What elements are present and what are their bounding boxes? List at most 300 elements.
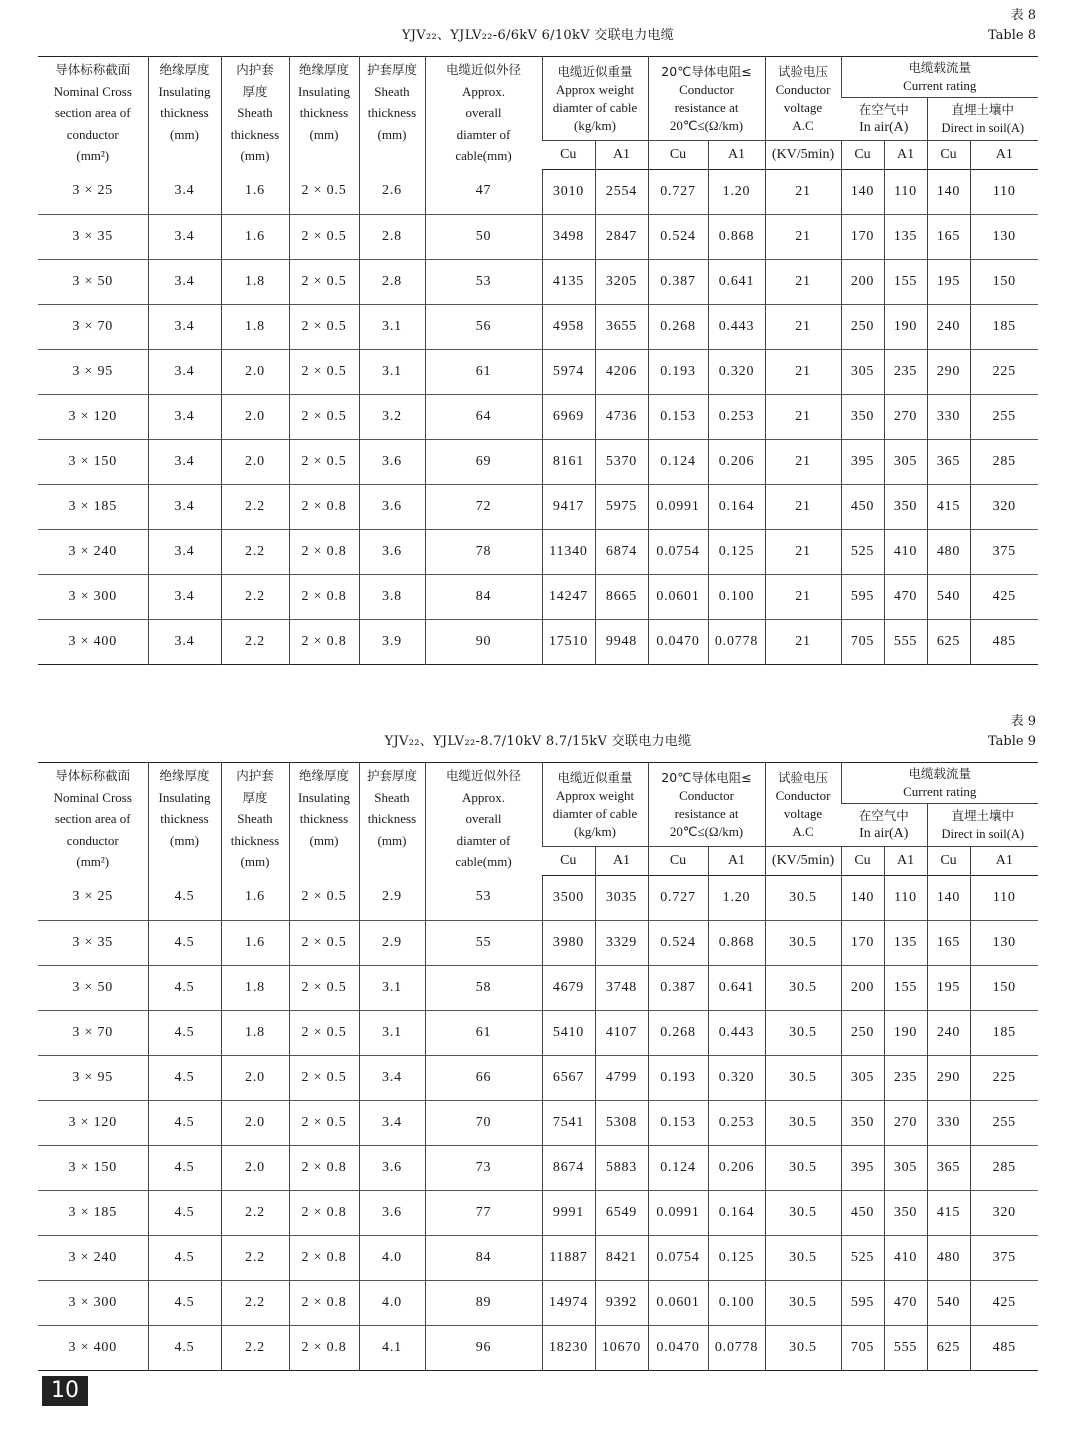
cell-air-cu: 140 <box>841 169 884 214</box>
cell-air-cu: 450 <box>841 1190 884 1235</box>
cell-resistance-al: 0.253 <box>708 1100 765 1145</box>
header-text: diamter of <box>456 832 511 848</box>
cell-weight-cu: 5974 <box>542 349 595 394</box>
cell-diameter: 84 <box>425 1235 542 1280</box>
cell-weight-cu: 6567 <box>542 1055 595 1100</box>
cell-cross-section: 3 × 35 <box>38 214 148 259</box>
cell-soil-al: 485 <box>970 1325 1038 1370</box>
cell-inner-sheath: 1.6 <box>221 169 289 214</box>
table-row <box>38 1280 1038 1325</box>
cell-inner-sheath: 1.6 <box>221 214 289 259</box>
header-text: In air(A) <box>859 826 909 841</box>
header-text: 护套厚度 <box>366 768 417 783</box>
table-row <box>38 169 1038 214</box>
cell-air-cu: 170 <box>841 214 884 259</box>
cell-sheath: 2.6 <box>359 169 425 214</box>
cell-sheath: 3.6 <box>359 1190 425 1235</box>
t8-header <box>38 57 1038 170</box>
cell-test-voltage: 30.5 <box>765 1280 841 1325</box>
header-text: voltage <box>783 805 823 821</box>
cell-air-al: 470 <box>884 1280 927 1325</box>
cell-soil-al: 150 <box>970 259 1038 304</box>
cell-diameter: 53 <box>425 875 542 920</box>
header-text: Sheath <box>237 811 273 826</box>
col-header-insulating <box>148 763 221 876</box>
cell-soil-cu: 195 <box>927 965 970 1010</box>
cell-soil-al: 375 <box>970 1235 1038 1280</box>
header-text: 试验电压 <box>778 769 829 785</box>
cell-insulating-2: 2 × 0.5 <box>289 214 359 259</box>
cell-weight-al: 9948 <box>595 619 648 664</box>
cell-test-voltage: 21 <box>765 529 841 574</box>
cell-soil-cu: 330 <box>927 394 970 439</box>
cell-insulating: 4.5 <box>148 1010 221 1055</box>
col-header-in-air <box>841 804 927 847</box>
header-text: (kg/km) <box>574 823 616 839</box>
header-text: Current rating <box>903 784 977 799</box>
table-8-caption <box>38 4 1038 56</box>
cell-resistance-cu: 0.0601 <box>648 1280 708 1325</box>
cell-test-voltage: 30.5 <box>765 875 841 920</box>
cell-air-cu: 305 <box>841 349 884 394</box>
cell-insulating-2: 2 × 0.5 <box>289 169 359 214</box>
cell-inner-sheath: 2.2 <box>221 1280 289 1325</box>
cell-air-al: 555 <box>884 619 927 664</box>
cell-diameter: 96 <box>425 1325 542 1370</box>
table-9-caption <box>38 710 1038 762</box>
header-text: 直埋土壤中 <box>951 102 1015 117</box>
header-text: Nominal Cross <box>53 789 132 805</box>
cell-air-al: 155 <box>884 259 927 304</box>
cell-sheath: 3.4 <box>359 1055 425 1100</box>
cell-weight-al: 2847 <box>595 214 648 259</box>
cell-diameter: 55 <box>425 920 542 965</box>
cell-soil-cu: 195 <box>927 259 970 304</box>
cell-diameter: 90 <box>425 619 542 664</box>
header-text: 在空气中 <box>858 102 909 117</box>
cell-air-cu: 250 <box>841 1010 884 1055</box>
cell-air-cu: 705 <box>841 619 884 664</box>
cell-air-cu: 170 <box>841 920 884 965</box>
header-text: thickness <box>160 811 209 826</box>
cell-insulating: 3.4 <box>148 619 221 664</box>
cell-weight-cu: 3500 <box>542 875 595 920</box>
cell-resistance-cu: 0.0470 <box>648 1325 708 1370</box>
col-header-in-soil <box>927 98 1038 141</box>
header-text: (mm) <box>309 126 339 142</box>
col-header-air-cu: Cu <box>841 847 884 876</box>
table-row <box>38 1100 1038 1145</box>
header-text: 20℃≤(Ω/km) <box>669 117 744 133</box>
cell-air-cu: 525 <box>841 1235 884 1280</box>
cell-insulating: 4.5 <box>148 1325 221 1370</box>
cell-cross-section: 3 × 240 <box>38 1235 148 1280</box>
cell-resistance-cu: 0.0754 <box>648 1235 708 1280</box>
cell-resistance-al: 0.868 <box>708 920 765 965</box>
col-header-air-al: A1 <box>884 847 927 876</box>
cell-weight-al: 3329 <box>595 920 648 965</box>
cell-weight-cu: 3980 <box>542 920 595 965</box>
cell-sheath: 2.9 <box>359 920 425 965</box>
cell-insulating-2: 2 × 0.8 <box>289 484 359 529</box>
header-text: 绝缘厚度 <box>159 62 210 77</box>
cell-cross-section: 3 × 95 <box>38 349 148 394</box>
header-text: 导体标称截面 <box>55 768 131 783</box>
col-header-in-soil <box>927 804 1038 847</box>
cell-inner-sheath: 2.2 <box>221 574 289 619</box>
cell-test-voltage: 30.5 <box>765 1145 841 1190</box>
cell-air-al: 110 <box>884 169 927 214</box>
header-text: 绝缘厚度 <box>159 768 210 783</box>
cell-soil-al: 130 <box>970 920 1038 965</box>
cell-cross-section: 3 × 120 <box>38 394 148 439</box>
cell-air-cu: 525 <box>841 529 884 574</box>
col-header-insulating-2 <box>289 763 359 876</box>
cell-inner-sheath: 2.0 <box>221 1100 289 1145</box>
cell-resistance-cu: 0.0991 <box>648 1190 708 1235</box>
cell-soil-al: 485 <box>970 619 1038 664</box>
header-text: (mm) <box>377 126 407 142</box>
cell-insulating: 4.5 <box>148 965 221 1010</box>
col-header-cross-section <box>38 57 148 170</box>
cell-inner-sheath: 2.0 <box>221 349 289 394</box>
page-number: 10 <box>42 1376 88 1406</box>
table-9-body <box>38 875 1038 1370</box>
cell-air-al: 270 <box>884 1100 927 1145</box>
cell-insulating: 4.5 <box>148 1280 221 1325</box>
table-8-id-cn: 表 8 <box>1010 8 1036 23</box>
cell-weight-al: 4799 <box>595 1055 648 1100</box>
cell-insulating-2: 2 × 0.5 <box>289 1010 359 1055</box>
cell-resistance-cu: 0.727 <box>648 875 708 920</box>
cell-soil-cu: 140 <box>927 875 970 920</box>
cell-insulating-2: 2 × 0.8 <box>289 1280 359 1325</box>
col-header-weight-cu: Cu <box>542 141 595 170</box>
col-header-resistance-al: A1 <box>708 847 765 876</box>
cell-diameter: 61 <box>425 349 542 394</box>
cell-resistance-al: 1.20 <box>708 875 765 920</box>
cell-sheath: 2.8 <box>359 214 425 259</box>
cell-air-cu: 395 <box>841 1145 884 1190</box>
cell-insulating: 3.4 <box>148 304 221 349</box>
cell-weight-cu: 3010 <box>542 169 595 214</box>
header-text: 在空气中 <box>858 808 909 823</box>
cell-insulating-2: 2 × 0.5 <box>289 439 359 484</box>
header-text: 厚度 <box>242 789 268 805</box>
cell-resistance-al: 0.253 <box>708 394 765 439</box>
cell-diameter: 72 <box>425 484 542 529</box>
col-header-soil-al: A1 <box>970 847 1038 876</box>
header-text: (mm) <box>170 126 199 142</box>
cell-resistance-al: 0.641 <box>708 965 765 1010</box>
cell-cross-section: 3 × 400 <box>38 619 148 664</box>
cell-inner-sheath: 1.8 <box>221 965 289 1010</box>
table-9-id-en: Table 9 <box>988 734 1036 749</box>
header-text: In air(A) <box>859 120 909 135</box>
cell-air-al: 350 <box>884 1190 927 1235</box>
cell-cross-section: 3 × 185 <box>38 1190 148 1235</box>
cell-weight-al: 5308 <box>595 1100 648 1145</box>
cell-resistance-cu: 0.268 <box>648 1010 708 1055</box>
header-text: Conductor <box>679 81 734 97</box>
cell-insulating: 4.5 <box>148 1190 221 1235</box>
cell-weight-al: 3035 <box>595 875 648 920</box>
cell-air-al: 410 <box>884 529 927 574</box>
cell-insulating: 3.4 <box>148 214 221 259</box>
table-row <box>38 1235 1038 1280</box>
cell-weight-al: 6874 <box>595 529 648 574</box>
cell-cross-section: 3 × 25 <box>72 183 114 199</box>
cell-sheath: 3.6 <box>359 484 425 529</box>
header-text: 导体标称截面 <box>55 62 131 77</box>
cell-cross-section: 3 × 400 <box>38 1325 148 1370</box>
cell-test-voltage: 21 <box>765 439 841 484</box>
col-header-current-rating <box>841 763 1038 804</box>
cell-insulating-2: 2 × 0.5 <box>289 875 359 920</box>
header-text: Direct in soil(A) <box>941 827 1025 841</box>
cell-inner-sheath: 1.8 <box>221 259 289 304</box>
cell-insulating: 3.4 <box>148 439 221 484</box>
cell-resistance-cu: 0.387 <box>648 965 708 1010</box>
cell-insulating: 4.5 <box>148 1055 221 1100</box>
cell-insulating-2: 2 × 0.8 <box>289 1325 359 1370</box>
cell-cross-section: 3 × 240 <box>38 529 148 574</box>
header-text: thickness <box>299 811 349 826</box>
header-text: Approx. <box>462 789 505 805</box>
header-text: Approx weight <box>555 81 635 97</box>
header-text: Insulating <box>158 789 211 805</box>
cell-insulating: 3.4 <box>148 529 221 574</box>
cell-insulating: 4.5 <box>148 1235 221 1280</box>
cell-soil-al: 185 <box>970 304 1038 349</box>
cell-diameter: 77 <box>425 1190 542 1235</box>
cell-inner-sheath: 2.0 <box>221 1145 289 1190</box>
table-row <box>38 875 1038 920</box>
cell-cross-section: 3 × 25 <box>72 889 114 905</box>
cell-inner-sheath: 2.2 <box>221 619 289 664</box>
cell-weight-cu: 8161 <box>542 439 595 484</box>
cell-weight-al: 6549 <box>595 1190 648 1235</box>
cell-resistance-cu: 0.524 <box>648 920 708 965</box>
cell-inner-sheath: 2.2 <box>221 484 289 529</box>
cell-resistance-al: 0.164 <box>708 1190 765 1235</box>
col-header-current-rating <box>841 57 1038 98</box>
cell-weight-cu: 11340 <box>542 529 595 574</box>
table-row <box>38 1055 1038 1100</box>
cell-weight-cu: 14247 <box>542 574 595 619</box>
header-text: cable(mm) <box>455 148 512 163</box>
cell-insulating-2: 2 × 0.5 <box>289 920 359 965</box>
cell-resistance-al: 0.868 <box>708 214 765 259</box>
table-8-id-en: Table 8 <box>988 28 1036 43</box>
col-header-voltage <box>765 763 841 847</box>
cell-diameter: 73 <box>425 1145 542 1190</box>
table-9-title: YJV₂₂、YJLV₂₂-8.7/10kV 8.7/15kV 交联电力电缆 <box>384 734 692 749</box>
cell-test-voltage: 30.5 <box>765 920 841 965</box>
header-text: 电缆近似重量 <box>557 63 633 79</box>
cell-sheath: 3.1 <box>359 349 425 394</box>
cell-inner-sheath: 1.8 <box>221 1010 289 1055</box>
cell-test-voltage: 30.5 <box>765 1100 841 1145</box>
cell-insulating: 4.5 <box>148 1145 221 1190</box>
col-header-resistance <box>648 57 765 141</box>
cell-resistance-al: 0.125 <box>708 1235 765 1280</box>
cell-insulating: 4.5 <box>148 875 221 920</box>
cell-sheath: 3.6 <box>359 439 425 484</box>
cell-soil-al: 285 <box>970 1145 1038 1190</box>
header-text: voltage <box>783 99 823 115</box>
header-text: 内护套 <box>236 62 274 77</box>
col-header-weight <box>542 57 648 141</box>
table-9-id-cn: 表 9 <box>1010 714 1036 729</box>
cell-sheath: 4.1 <box>359 1325 425 1370</box>
cell-resistance-al: 0.100 <box>708 1280 765 1325</box>
cell-air-al: 270 <box>884 394 927 439</box>
cell-resistance-al: 0.320 <box>708 1055 765 1100</box>
header-text: (mm) <box>170 832 199 848</box>
header-text: 直埋土壤中 <box>951 808 1015 823</box>
cell-insulating-2: 2 × 0.5 <box>289 1100 359 1145</box>
cell-cross-section: 3 × 120 <box>38 1100 148 1145</box>
cell-insulating-2: 2 × 0.5 <box>289 1055 359 1100</box>
col-header-soil-cu: Cu <box>927 141 970 170</box>
cell-cross-section: 3 × 70 <box>38 304 148 349</box>
col-header-insulating-2 <box>289 57 359 170</box>
header-text: (mm) <box>309 832 339 848</box>
cell-diameter: 89 <box>425 1280 542 1325</box>
cell-diameter: 69 <box>425 439 542 484</box>
cell-soil-cu: 165 <box>927 920 970 965</box>
table-row <box>38 1325 1038 1370</box>
table-row <box>38 920 1038 965</box>
cell-cross-section: 3 × 70 <box>38 1010 148 1055</box>
cell-air-cu: 350 <box>841 394 884 439</box>
cell-weight-al: 3205 <box>595 259 648 304</box>
cell-resistance-al: 0.443 <box>708 1010 765 1055</box>
cell-cross-section: 3 × 150 <box>38 439 148 484</box>
cell-test-voltage: 21 <box>765 169 841 214</box>
cell-weight-cu: 4958 <box>542 304 595 349</box>
cell-weight-al: 5883 <box>595 1145 648 1190</box>
table-8 <box>38 56 1038 665</box>
header-text: 护套厚度 <box>366 62 417 77</box>
header-text: section area of <box>54 811 131 826</box>
table-row <box>38 484 1038 529</box>
cell-sheath: 3.6 <box>359 529 425 574</box>
cell-resistance-al: 0.0778 <box>708 619 765 664</box>
cell-sheath: 2.8 <box>359 259 425 304</box>
cell-diameter: 84 <box>425 574 542 619</box>
cell-weight-al: 8665 <box>595 574 648 619</box>
cell-insulating-2: 2 × 0.5 <box>289 965 359 1010</box>
cell-soil-al: 225 <box>970 1055 1038 1100</box>
header-text: 20℃导体电阻≤ <box>661 769 752 785</box>
cell-air-cu: 250 <box>841 304 884 349</box>
cell-air-al: 135 <box>884 214 927 259</box>
header-text: 厚度 <box>242 83 268 99</box>
cell-air-cu: 305 <box>841 1055 884 1100</box>
cell-test-voltage: 30.5 <box>765 1235 841 1280</box>
cell-diameter: 47 <box>425 169 542 214</box>
cell-resistance-al: 0.125 <box>708 529 765 574</box>
col-header-weight-al: A1 <box>595 847 648 876</box>
header-text: Approx. <box>462 83 505 99</box>
cell-weight-cu: 6969 <box>542 394 595 439</box>
cell-diameter: 56 <box>425 304 542 349</box>
cell-soil-cu: 415 <box>927 484 970 529</box>
cell-weight-cu: 9991 <box>542 1190 595 1235</box>
cell-inner-sheath: 2.2 <box>221 1190 289 1235</box>
cell-soil-al: 225 <box>970 349 1038 394</box>
header-text: 电缆近似外径 <box>445 768 521 783</box>
cell-insulating: 3.4 <box>148 259 221 304</box>
cell-resistance-cu: 0.153 <box>648 1100 708 1145</box>
cell-air-cu: 395 <box>841 439 884 484</box>
cell-resistance-cu: 0.193 <box>648 1055 708 1100</box>
table-8-id <box>988 6 1036 46</box>
cell-soil-cu: 415 <box>927 1190 970 1235</box>
col-header-voltage-unit: (KV/5min) <box>765 847 841 876</box>
cell-air-al: 190 <box>884 304 927 349</box>
cell-insulating: 4.5 <box>148 1100 221 1145</box>
cell-weight-al: 2554 <box>595 169 648 214</box>
cell-inner-sheath: 2.0 <box>221 1055 289 1100</box>
header-text: thickness <box>367 811 417 826</box>
cell-test-voltage: 30.5 <box>765 1055 841 1100</box>
cell-weight-cu: 11887 <box>542 1235 595 1280</box>
header-text: 绝缘厚度 <box>298 62 349 77</box>
header-text: 内护套 <box>236 768 274 783</box>
cell-resistance-al: 0.164 <box>708 484 765 529</box>
cell-resistance-cu: 0.124 <box>648 1145 708 1190</box>
cell-resistance-al: 0.206 <box>708 439 765 484</box>
col-header-diameter <box>425 763 542 876</box>
cell-sheath: 3.2 <box>359 394 425 439</box>
header-text: Current rating <box>903 78 977 93</box>
col-header-diameter <box>425 57 542 170</box>
cell-soil-al: 130 <box>970 214 1038 259</box>
cell-insulating-2: 2 × 0.5 <box>289 349 359 394</box>
col-header-weight-cu: Cu <box>542 847 595 876</box>
cell-weight-al: 4107 <box>595 1010 648 1055</box>
cell-soil-cu: 290 <box>927 349 970 394</box>
cell-air-cu: 595 <box>841 1280 884 1325</box>
header-text: Conductor <box>775 81 831 97</box>
header-text: resistance at <box>674 99 739 115</box>
cell-inner-sheath: 2.2 <box>221 1325 289 1370</box>
header-text: Approx weight <box>555 787 635 803</box>
cell-air-al: 305 <box>884 1145 927 1190</box>
cell-weight-cu: 4679 <box>542 965 595 1010</box>
cell-inner-sheath: 2.0 <box>221 394 289 439</box>
table-row <box>38 259 1038 304</box>
cell-cross-section: 3 × 300 <box>38 574 148 619</box>
cell-soil-cu: 330 <box>927 1100 970 1145</box>
table-9-id <box>988 712 1036 752</box>
cell-sheath: 3.1 <box>359 1010 425 1055</box>
cell-insulating-2: 2 × 0.5 <box>289 259 359 304</box>
cell-test-voltage: 21 <box>765 304 841 349</box>
header-text: conductor <box>66 832 119 848</box>
cell-soil-al: 110 <box>970 169 1038 214</box>
cell-resistance-cu: 0.193 <box>648 349 708 394</box>
cell-sheath: 4.0 <box>359 1235 425 1280</box>
header-text: thickness <box>230 126 280 142</box>
cell-inner-sheath: 2.2 <box>221 1235 289 1280</box>
header-text: Sheath <box>374 789 410 805</box>
header-text: (mm²) <box>76 854 110 869</box>
col-header-in-air <box>841 98 927 141</box>
